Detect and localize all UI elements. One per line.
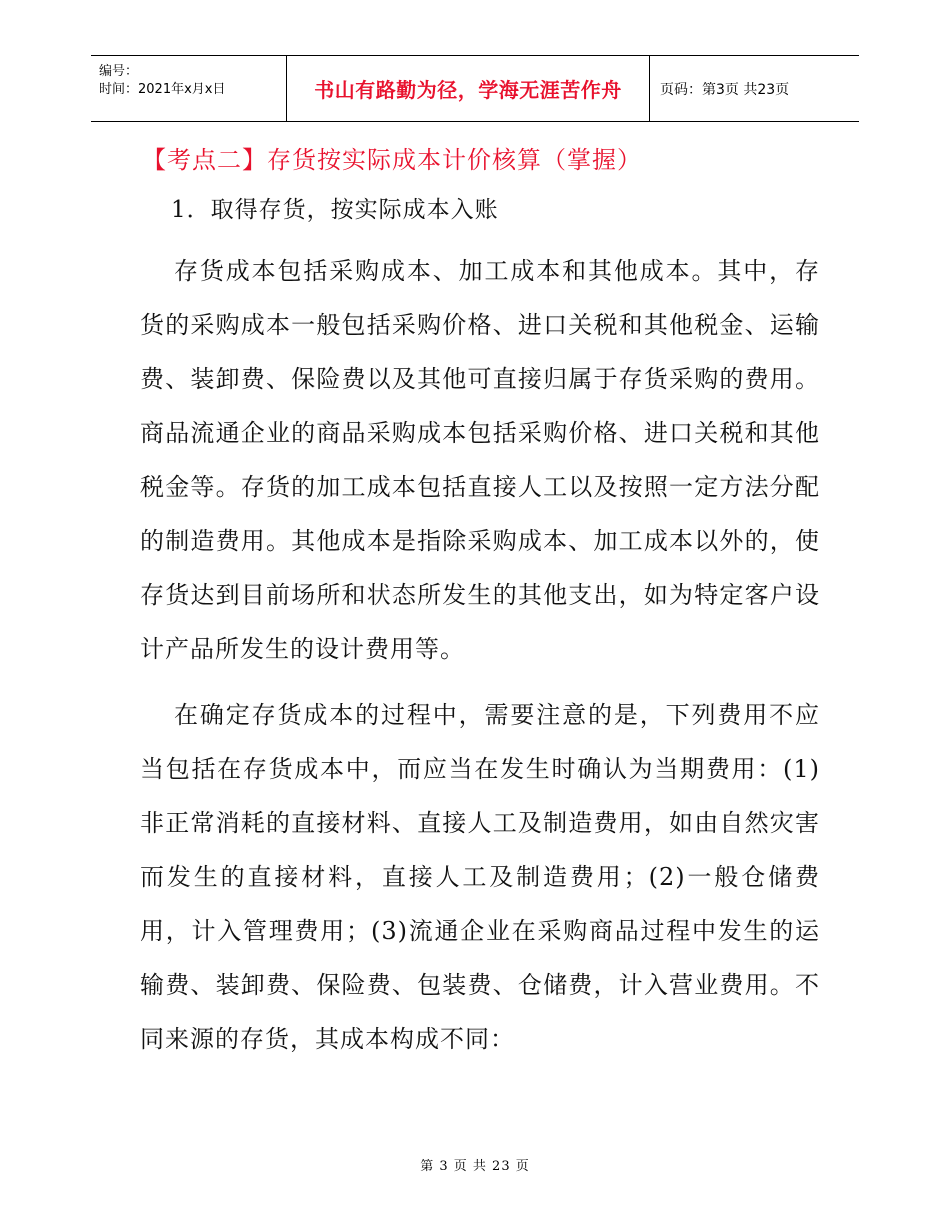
paragraph: 在确定存货成本的过程中，需要注意的是，下列费用不应当包括在存货成本中，而应当在发生时确认为当期费用：(1)非正常消耗的直接材料、直接人工及制造费用，如由自然灾害而发生的直接材料，直接人工及制造费用；(2)一般仓储费用，计入管理费用；(3)流通企业在采购商品过程中发生的运输费、装卸费、保险费、包装费、仓储费，计入营业费用。不同来源的存货，其成本构成不同： [140, 701, 820, 1053]
section-heading: 【考点二】存货按实际成本计价核算（掌握） [142, 146, 642, 174]
page-footer: 第 3 页 共 23 页 [420, 1159, 530, 1174]
document-body [140, 138, 820, 1078]
page-header [91, 55, 859, 122]
header-motto-cell [287, 56, 650, 121]
paragraph: 存货成本包括采购成本、加工成本和其他成本。其中，存货的采购成本一般包括采购价格、进口关税和其他税金、运输费、装卸费、保险费以及其他可直接归属于存货采购的费用。商品流通企业的商品采购成本包括采购价格、进口关税和其他税金等。存货的加工成本包括直接人工以及按照一定方法分配的制造费用。其他成本是指除采购成本、加工成本以外的，使存货达到目前场所和状态所发生的其他支出，如为特定客户设计产品所发生的设计费用等。 [140, 257, 820, 663]
document-number-label: 编号： [99, 64, 139, 79]
header-page-info: 页码：第3页 共23页 [660, 81, 790, 98]
header-motto: 书山有路勤为径，学海无涯苦作舟 [314, 78, 622, 102]
header-meta-cell [91, 56, 287, 121]
document-time-label: 时间：2021年x月x日 [99, 82, 226, 97]
section-subheading: 1．取得存货，按实际成本入账 [171, 197, 499, 223]
header-page-cell [650, 56, 859, 121]
